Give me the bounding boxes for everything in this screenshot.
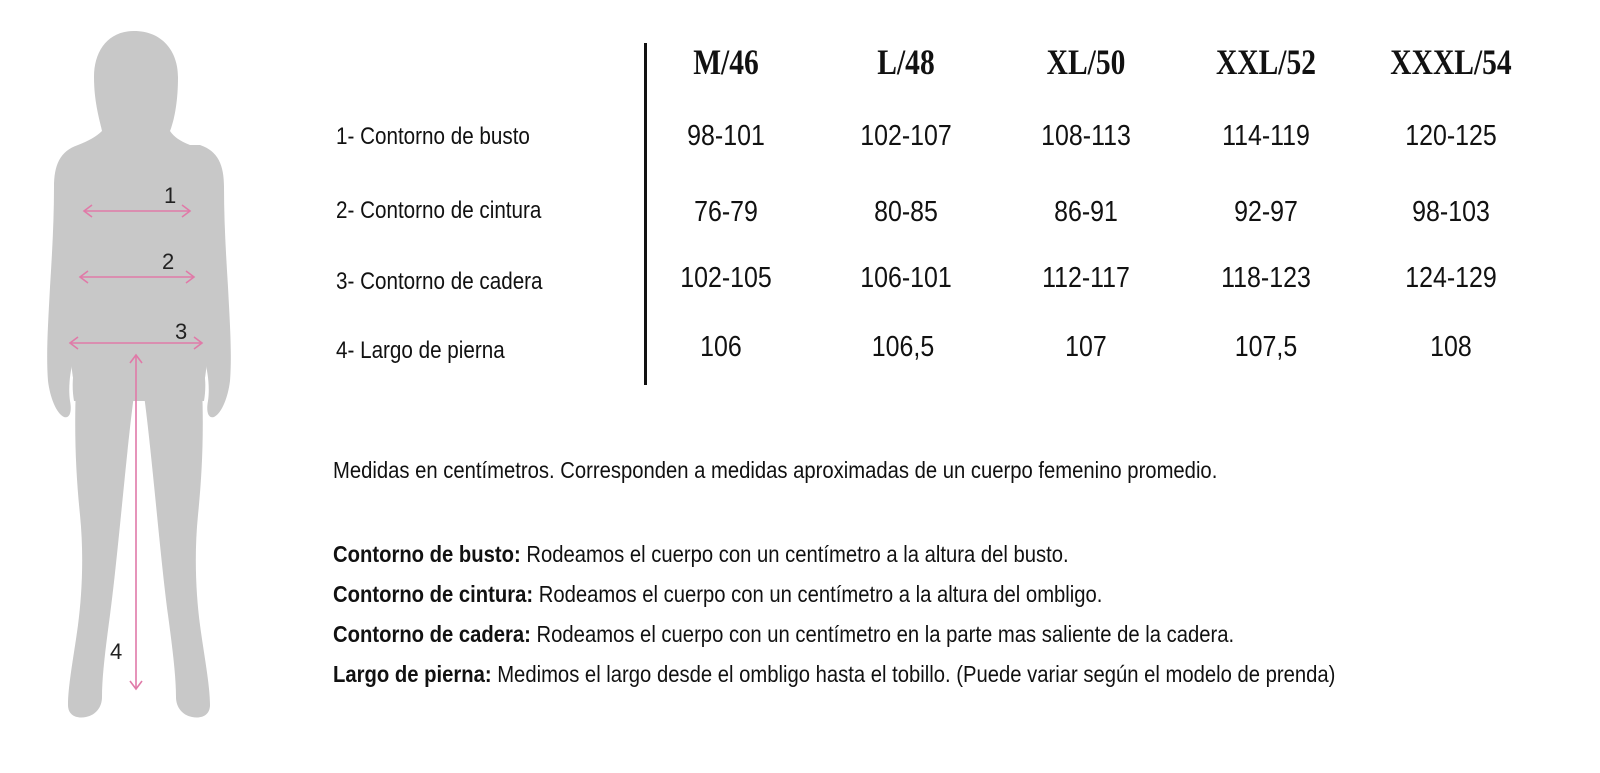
size-header-l: L/48 [877,42,935,82]
size-header-xxxl: XXXL/54 [1390,42,1512,82]
row-label-bust: 1- Contorno de busto [336,123,530,150]
table-cell: 80-85 [874,196,938,228]
definition-waist [333,574,1424,614]
table-cell: 92-97 [1234,196,1298,228]
marker-1: 1 [164,183,177,208]
table-divider [644,43,647,385]
row-label-hip: 3- Contorno de cadera [336,268,543,295]
table-cell: 120-125 [1405,120,1497,152]
definition-text: Rodeamos el cuerpo con un centímetro en la parte mas saliente de la cadera. [530,621,1235,647]
table-cell: 118-123 [1221,262,1311,294]
table-cell: 108-113 [1041,120,1131,152]
marker-3: 3 [175,319,188,344]
body-silhouette-figure [30,25,250,745]
definition-term: Largo de pierna: [333,661,492,687]
table-cell: 102-107 [860,120,952,152]
table-cell: 114-119 [1222,120,1310,152]
table-cell: 76-79 [694,196,758,228]
body-silhouette-svg [30,25,250,745]
definition-leg [333,654,1424,694]
marker-2: 2 [162,249,175,274]
table-cell: 106 [700,331,742,363]
definition-text: Medimos el largo desde el ombligo hasta el tobillo. (Puede variar según el modelo de prenda) [491,661,1336,687]
table-cell: 108 [1430,331,1472,363]
definition-term: Contorno de busto: [333,541,521,567]
units-note: Medidas en centímetros. Corresponden a medidas aproximadas de un cuerpo femenino promedio. [333,457,1218,483]
table-cell: 102-105 [680,262,772,294]
definitions-list [333,534,1573,694]
table-cell: 98-101 [687,120,765,152]
definition-term: Contorno de cadera: [333,621,531,647]
row-label-waist: 2- Contorno de cintura [336,197,542,224]
size-header-xxl: XXL/52 [1215,42,1317,82]
table-cell: 106-101 [860,262,952,294]
table-cell: 124-129 [1405,262,1497,294]
definition-text: Rodeamos el cuerpo con un centímetro a la altura del busto. [520,541,1069,567]
table-cell: 107 [1065,331,1107,363]
definition-text: Rodeamos el cuerpo con un centímetro a la altura del ombligo. [533,581,1103,607]
silhouette-shape [47,31,231,718]
row-label-leg: 4- Largo de pierna [336,337,505,364]
table-cell: 98-103 [1412,196,1490,228]
size-header-m: M/46 [693,42,759,82]
definition-bust [333,534,1424,574]
table-cell: 112-117 [1042,262,1130,294]
table-cell: 86-91 [1054,196,1118,228]
table-cell: 106,5 [871,331,935,363]
table-cell: 107,5 [1234,331,1298,363]
marker-4: 4 [110,639,123,664]
size-header-xl: XL/50 [1046,42,1126,82]
definition-term: Contorno de cintura: [333,581,534,607]
notes-section [333,450,1573,694]
definition-hip [333,614,1424,654]
size-table [330,35,1570,395]
